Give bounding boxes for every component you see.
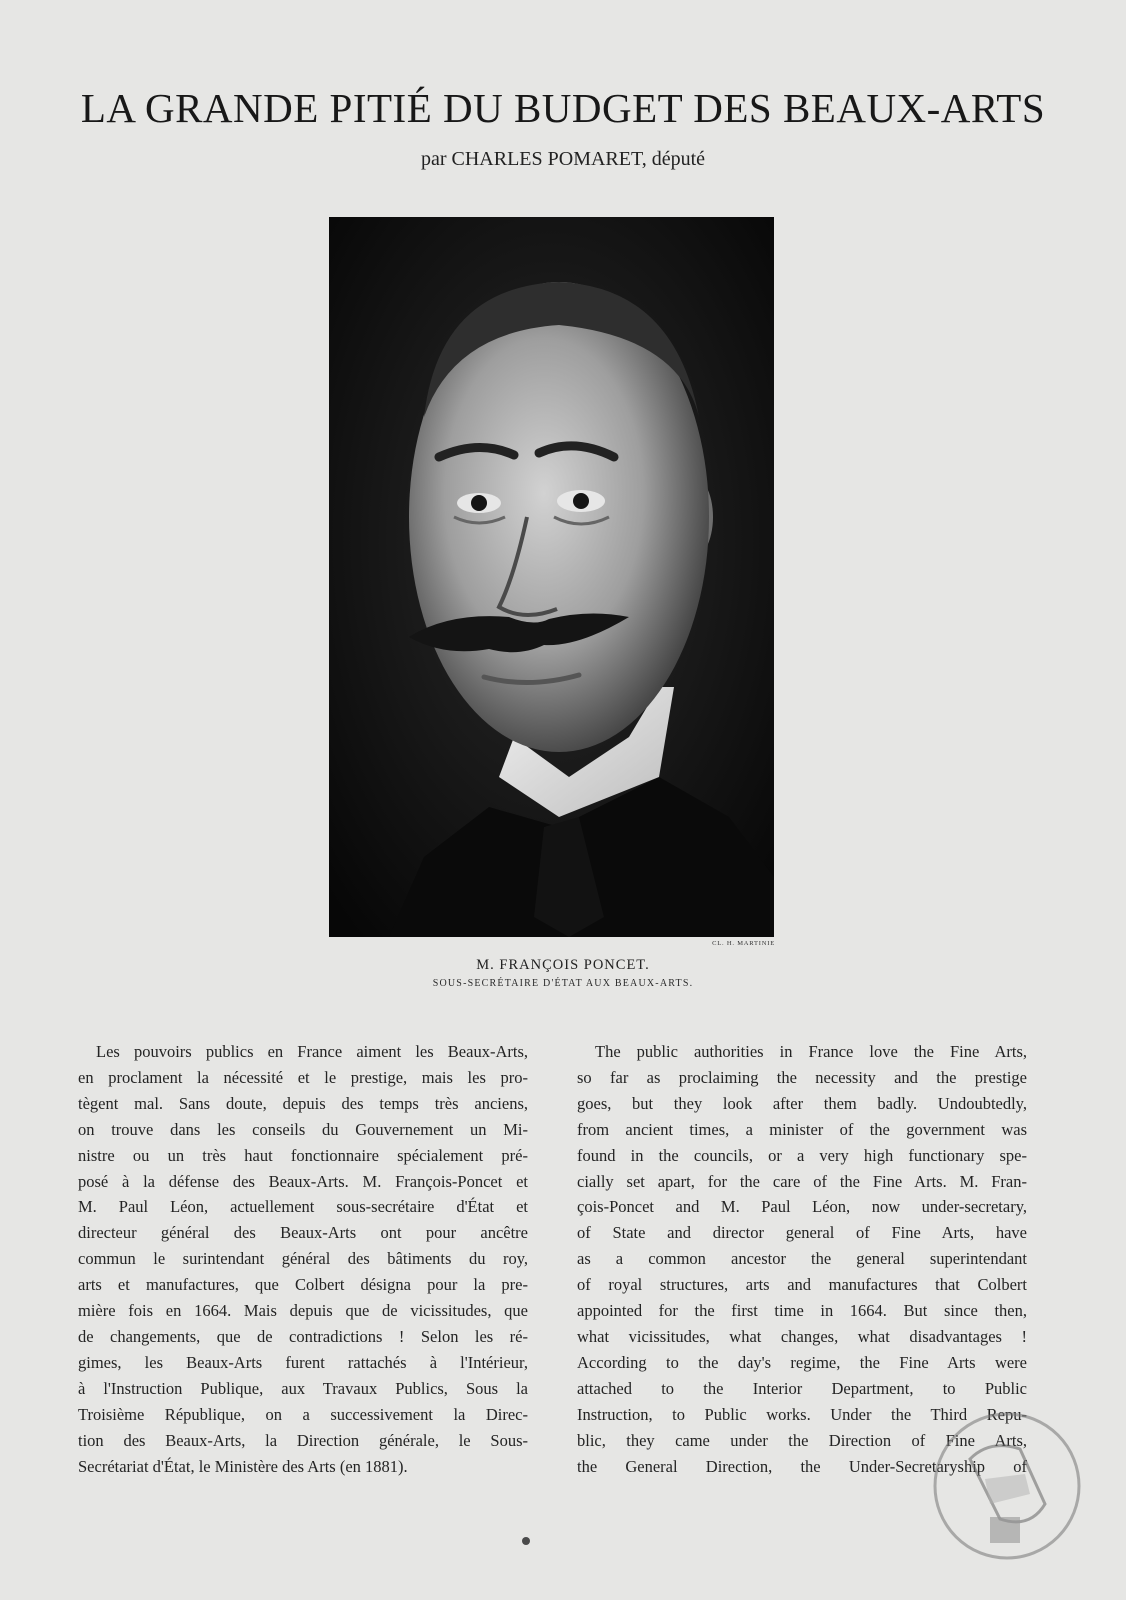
french-line: nistre ou un très haut fonctionnaire spécialement pré- bbox=[78, 1145, 528, 1165]
library-stamp-icon bbox=[930, 1409, 1085, 1564]
french-line: Secrétariat d'État, le Ministère des Arts (en 1881). bbox=[78, 1456, 408, 1476]
article-byline: par CHARLES POMARET, député bbox=[420, 148, 706, 170]
portrait-illustration bbox=[329, 217, 774, 937]
caption-name: M. FRANÇOIS PONCET. bbox=[476, 957, 650, 973]
french-line: gimes, les Beaux-Arts furent rattachés à l'Intérieur, bbox=[78, 1352, 528, 1372]
french-line: en proclament la nécessité et le prestige, mais les pro- bbox=[78, 1067, 528, 1087]
english-line: Instruction, to Public works. Under the Third Repu- bbox=[577, 1404, 1027, 1424]
english-line: what vicissitudes, what changes, what disadvantages ! bbox=[577, 1326, 1027, 1346]
french-line: tion des Beaux-Arts, la Direction générale, le Sous- bbox=[78, 1430, 528, 1450]
caption-role: SOUS-SECRÉTAIRE D'ÉTAT AUX BEAUX-ARTS. bbox=[432, 978, 694, 989]
english-line: blic, they came under the Direction of Fine Arts, bbox=[577, 1430, 1027, 1450]
english-line: of royal structures, arts and manufactures that Colbert bbox=[577, 1275, 1027, 1295]
portrait-photograph bbox=[329, 217, 774, 937]
french-line: posé à la défense des Beaux-Arts. M. François-Poncet et bbox=[78, 1171, 528, 1191]
english-line: appointed for the first time in 1664. But since then, bbox=[577, 1301, 1027, 1321]
french-line: M. Paul Léon, actuellement sous-secrétaire d'État et bbox=[78, 1197, 528, 1217]
english-line: the General Direction, the Under-Secretaryship of bbox=[577, 1456, 1027, 1476]
article-title: LA GRANDE PITIÉ DU BUDGET DES BEAUX-ARTS bbox=[80, 85, 1046, 131]
french-line: on trouve dans les conseils du Gouvernement un Mi- bbox=[78, 1119, 528, 1139]
french-line: Les pouvoirs publics en France aiment les Beaux-Arts, bbox=[96, 1042, 528, 1061]
english-line: attached to the Interior Department, to Public bbox=[577, 1378, 1027, 1398]
french-line: arts et manufactures, que Colbert désigna pour la pre- bbox=[78, 1275, 528, 1295]
english-line: of State and director general of Fine Arts, have bbox=[577, 1223, 1027, 1243]
photo-credit: CL. H. MARTINIE bbox=[712, 940, 775, 947]
english-line: cially set apart, for the care of the Fine Arts. M. Fran- bbox=[577, 1171, 1027, 1191]
english-line: According to the day's regime, the Fine Arts were bbox=[577, 1352, 1027, 1372]
english-line: as a common ancestor the general superintendant bbox=[577, 1249, 1027, 1269]
english-line: çois-Poncet and M. Paul Léon, now under-secretary, bbox=[577, 1197, 1027, 1217]
french-line: mière fois en 1664. Mais depuis que de vicissitudes, que bbox=[78, 1301, 528, 1321]
french-line: commun le surintendant général des bâtiments du roy, bbox=[78, 1249, 528, 1269]
french-line: de changements, que de contradictions ! Selon les ré- bbox=[78, 1326, 528, 1346]
french-line: directeur général des Beaux-Arts ont pour ancêtre bbox=[78, 1223, 528, 1243]
english-line: found in the councils, or a very high functionary spe- bbox=[577, 1145, 1027, 1165]
english-line: from ancient times, a minister of the government was bbox=[577, 1119, 1027, 1139]
french-line: à l'Instruction Publique, aux Travaux Publics, Sous la bbox=[78, 1378, 528, 1398]
english-line: so far as proclaiming the necessity and the prestige bbox=[577, 1067, 1027, 1087]
french-line: Troisième République, on a successivement la Direc- bbox=[78, 1404, 528, 1424]
french-line: tègent mal. Sans doute, depuis des temps très anciens, bbox=[78, 1093, 528, 1113]
english-line: goes, but they look after them badly. Undoubtedly, bbox=[577, 1093, 1027, 1113]
page-ornament-dot bbox=[522, 1537, 530, 1545]
french-column bbox=[78, 1039, 528, 1479]
english-line: The public authorities in France love the Fine Arts, bbox=[595, 1042, 1027, 1061]
